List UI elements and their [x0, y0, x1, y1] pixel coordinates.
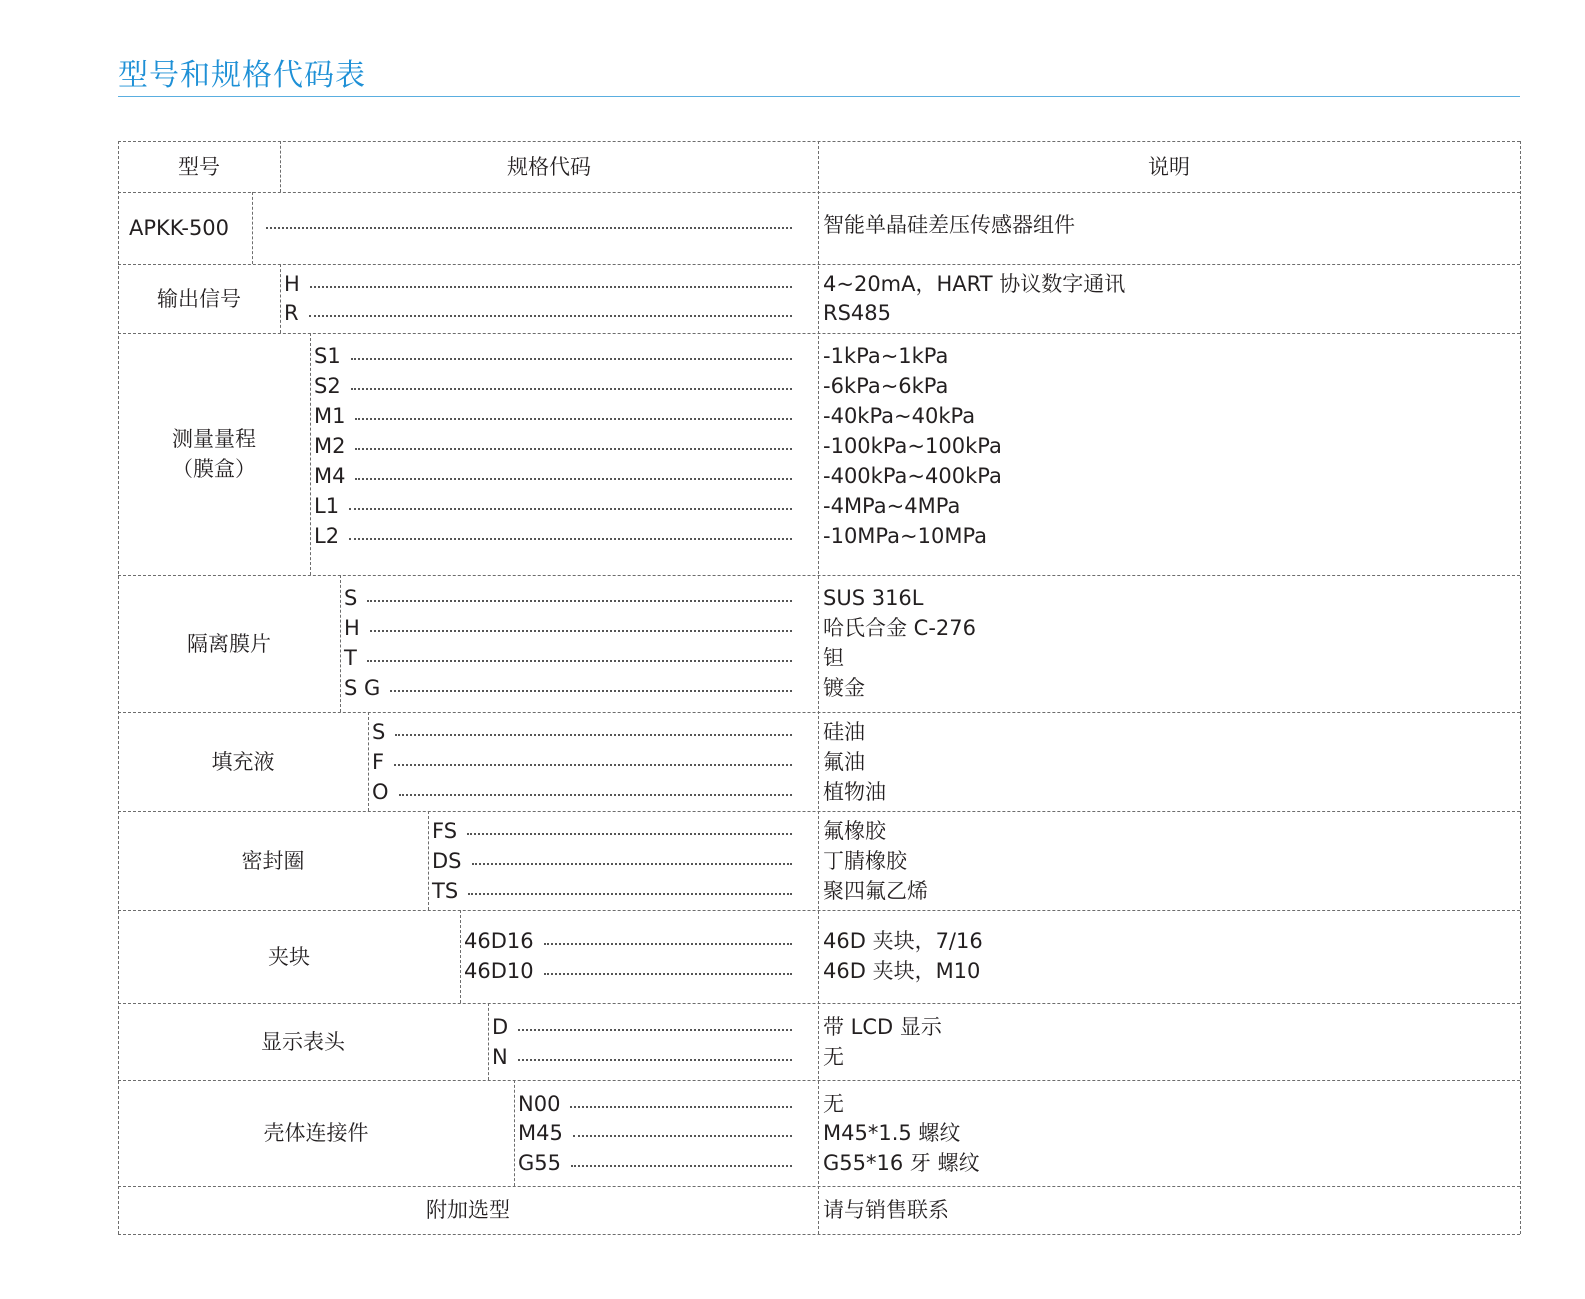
spec-code: O: [372, 780, 389, 804]
spec-row: [344, 643, 794, 673]
spec-description: 哈氏合金 C-276: [823, 616, 976, 640]
spec-description: -1kPa~1kPa: [823, 344, 949, 368]
section-rule: [118, 333, 1520, 334]
spec-description: M45*1.5 螺纹: [823, 1121, 961, 1145]
spec-row: [314, 461, 794, 491]
spec-description: 丁腈橡胶: [823, 849, 907, 873]
spec-description: -10MPa~10MPa: [823, 524, 988, 548]
spec-description: 无: [823, 1045, 844, 1069]
code-column-divider: [460, 910, 461, 1003]
dot-leader: [395, 734, 792, 736]
spec-description: 无: [823, 1092, 844, 1116]
spec-row: [432, 846, 794, 876]
section-name: 夹块: [268, 944, 310, 969]
section-name: 壳体连接件: [263, 1121, 369, 1145]
spec-code: M45: [518, 1121, 563, 1145]
spec-code: L1: [314, 494, 340, 518]
code-column-divider: [252, 192, 253, 264]
spec-description: 智能单晶硅差压传感器组件: [823, 213, 1075, 237]
spec-code: TS: [432, 879, 459, 903]
dot-leader: [355, 418, 792, 420]
section-name: 附加选型: [426, 1198, 510, 1222]
spec-description: 46D 夹块，M10: [823, 959, 981, 983]
spec-row: [518, 1148, 794, 1178]
spec-code: F: [372, 750, 385, 774]
spec-code: FS: [432, 819, 458, 843]
spec-description: SUS 316L: [823, 586, 924, 610]
spec-code: M4: [314, 464, 346, 488]
spec-row: [256, 210, 794, 240]
code-column-divider: [340, 575, 341, 712]
dot-leader: [355, 478, 792, 480]
spec-code: H: [344, 616, 360, 640]
title-rule: [118, 96, 1520, 97]
spec-description: -6kPa~6kPa: [823, 374, 949, 398]
spec-row: [344, 613, 794, 643]
spec-description: -100kPa~100kPa: [823, 434, 1002, 458]
spec-row: [314, 491, 794, 521]
dot-leader: [571, 1165, 792, 1167]
spec-code: S: [372, 720, 386, 744]
dot-leader: [390, 690, 792, 692]
spec-code: H: [284, 272, 300, 296]
dot-leader: [544, 943, 792, 945]
spec-description: -40kPa~40kPa: [823, 404, 976, 428]
spec-row: [432, 816, 794, 846]
spec-code: D: [492, 1015, 509, 1039]
spec-code: G55: [518, 1151, 561, 1175]
spec-description: 46D 夹块，7/16: [823, 929, 983, 953]
spec-code: M2: [314, 434, 346, 458]
spec-row: [518, 1089, 794, 1119]
spec-row: [372, 747, 794, 777]
dot-leader: [472, 863, 792, 865]
code-column-divider: [280, 264, 281, 333]
spec-row: [314, 371, 794, 401]
spec-code: 46D16: [464, 929, 534, 953]
dot-leader: [351, 358, 792, 360]
dot-leader: [570, 1106, 792, 1108]
header-rule: [118, 192, 1520, 193]
spec-description: 4~20mA，HART 协议数字通讯: [823, 272, 1126, 296]
spec-description: 氟橡胶: [823, 819, 886, 843]
spec-code: S G: [344, 676, 381, 700]
spec-code: L2: [314, 524, 340, 548]
spec-description: 植物油: [823, 780, 886, 804]
dot-leader: [309, 315, 792, 317]
spec-code: M1: [314, 404, 346, 428]
page-title: 型号和规格代码表: [118, 58, 366, 93]
spec-row: [284, 298, 794, 328]
spec-row: [344, 583, 794, 613]
spec-code-table: [118, 141, 1520, 1234]
dot-leader: [266, 227, 792, 229]
spec-description: G55*16 牙 螺纹: [823, 1151, 980, 1175]
dot-leader: [399, 794, 792, 796]
spec-description: 镀金: [823, 676, 865, 700]
dot-leader: [367, 600, 792, 602]
section-name: 测量量程 （膜盒）: [172, 427, 256, 481]
dot-leader: [310, 286, 792, 288]
spec-row: [492, 1042, 794, 1072]
code-column-divider: [368, 712, 369, 811]
code-column-divider: [514, 1080, 515, 1186]
spec-code: 46D10: [464, 959, 534, 983]
spec-code: S2: [314, 374, 341, 398]
spec-code: T: [344, 646, 357, 670]
spec-description: 氟油: [823, 750, 865, 774]
section-name: 输出信号: [157, 286, 241, 311]
spec-row: [314, 521, 794, 551]
spec-row: [432, 876, 794, 906]
spec-row: [518, 1118, 794, 1148]
spec-description: 请与销售联系: [823, 1198, 949, 1222]
spec-row: [372, 777, 794, 807]
dot-leader: [367, 660, 792, 662]
spec-description: -4MPa~4MPa: [823, 494, 961, 518]
dot-leader: [544, 973, 792, 975]
spec-row: [284, 269, 794, 299]
section-name: 隔离膜片: [187, 631, 271, 656]
spec-code: DS: [432, 849, 462, 873]
spec-code: R: [284, 301, 299, 325]
spec-description: RS485: [823, 301, 892, 325]
spec-description: 聚四氟乙烯: [823, 879, 928, 903]
spec-row: [372, 717, 794, 747]
spec-code: N00: [518, 1092, 561, 1116]
dot-leader: [467, 833, 792, 835]
spec-row: [314, 401, 794, 431]
dot-leader: [349, 508, 792, 510]
section-name: 填充液: [211, 749, 275, 774]
header-spec: 规格代码: [507, 154, 591, 179]
spec-description: -400kPa~400kPa: [823, 464, 1002, 488]
dot-leader: [355, 448, 792, 450]
section-rule: [118, 264, 1520, 265]
dot-leader: [351, 388, 792, 390]
dot-leader: [394, 764, 792, 766]
section-name: 密封圈: [241, 848, 305, 873]
header-model: 型号: [178, 154, 220, 179]
spec-code: S1: [314, 344, 341, 368]
dot-leader: [518, 1059, 792, 1061]
spec-row: [492, 1012, 794, 1042]
desc-column-divider: [818, 141, 819, 1234]
spec-code: N: [492, 1045, 508, 1069]
dot-leader: [370, 630, 792, 632]
spec-description: 硅油: [823, 720, 865, 744]
spec-description: 钽: [823, 646, 844, 670]
dot-leader: [468, 893, 792, 895]
dot-leader: [518, 1029, 792, 1031]
spec-row: [314, 341, 794, 371]
spec-row: [464, 926, 794, 956]
spec-description: 带 LCD 显示: [823, 1015, 942, 1039]
code-column-divider: [488, 1003, 489, 1080]
spec-code: S: [344, 586, 358, 610]
dot-leader: [349, 538, 792, 540]
section-rule: [118, 1234, 1520, 1235]
header-desc: 说明: [1148, 154, 1190, 179]
code-column-divider: [310, 333, 311, 575]
dot-leader: [573, 1135, 792, 1137]
code-column-divider: [428, 811, 429, 910]
spec-row: [344, 673, 794, 703]
section-name: 显示表头: [261, 1029, 345, 1054]
table-border-right: [1520, 141, 1521, 1234]
spec-row: [464, 956, 794, 986]
spec-row: [314, 431, 794, 461]
section-name: APKK-500: [129, 216, 230, 240]
